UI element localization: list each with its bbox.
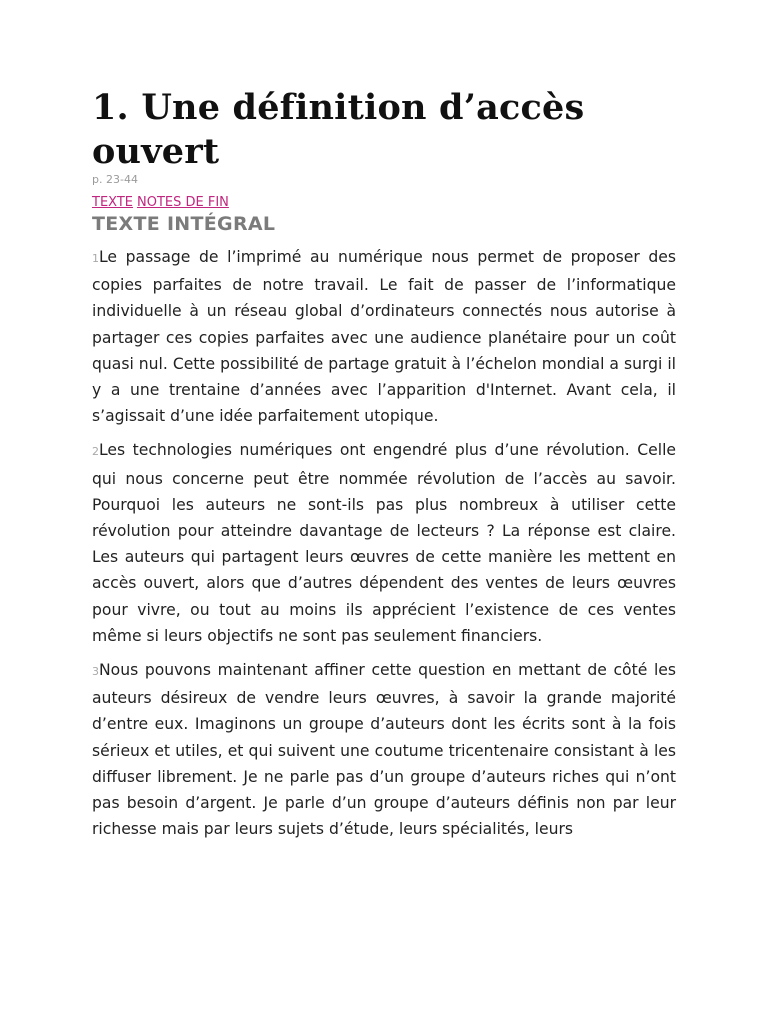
paragraph-number[interactable]: 1 (92, 252, 99, 265)
paragraph-text: Les technologies numériques ont engendré plus d’une révolution. Celle qui nous concerne peut être nommée révolution de l’accès au savoir. Pourquoi les auteurs ne sont-ils pas plus nombreux à utiliser cette révolution pour atteindre davantage de lecteurs ? La réponse est claire. Les auteurs qui partagent leurs œuvres de cette manière les mettent en accès ouvert, alors que d’autres dépendent des ventes de leurs œuvres pour vivre, ou tout au moins ils apprécient l’existence de ces ventes même si leurs objectifs ne sont pas seulement financiers. (92, 441, 676, 645)
content-tabs (92, 194, 676, 212)
article-title: 1. Une définition d’accès ouvert (92, 87, 585, 172)
paragraph-text: Nous pouvons maintenant affiner cette question en mettant de côté les auteurs désireux de vendre leurs œuvres, à savoir la grande majorité d’entre eux. Imaginons un groupe d’auteurs dont les écrits sont à la fois sérieux et utiles, et qui suivent une coutume tricentenaire consistant à les diffuser librement. Je ne parle pas d’un groupe d’auteurs riches qui n’ont pas besoin d’argent. Je parle d’un groupe d’auteurs définis non par leur richesse mais par leurs sujets d’étude, leurs spécialités, leurs (92, 661, 676, 839)
paragraph-number[interactable]: 3 (92, 665, 99, 679)
page-range: p. 23-44 (92, 173, 138, 186)
paragraph (92, 437, 676, 649)
tab-notes-de-fin[interactable]: NOTES DE FIN (137, 195, 229, 210)
paragraph (92, 657, 676, 842)
paragraph-text: Le passage de l’imprimé au numérique nous permet de proposer des copies parfaites de notre travail. Le fait de passer de l’informatique individuelle à un réseau global d’ordinateurs connectés nous autorise à partager ces copies parfaites avec une audience planétaire pour un coût quasi nul. Cette possibilité de partage gratuit à l’échelon mondial a surgi il y a une trentaine d’années avec l’apparition d'Internet. Avant cela, il s’agissait d’une idée parfaitement utopique. (92, 248, 676, 426)
paragraph (92, 244, 676, 429)
section-heading: TEXTE INTÉGRAL (92, 213, 276, 235)
paragraph-number[interactable]: 2 (92, 445, 99, 459)
tab-texte[interactable]: TEXTE (92, 195, 133, 210)
article-page (92, 86, 676, 842)
